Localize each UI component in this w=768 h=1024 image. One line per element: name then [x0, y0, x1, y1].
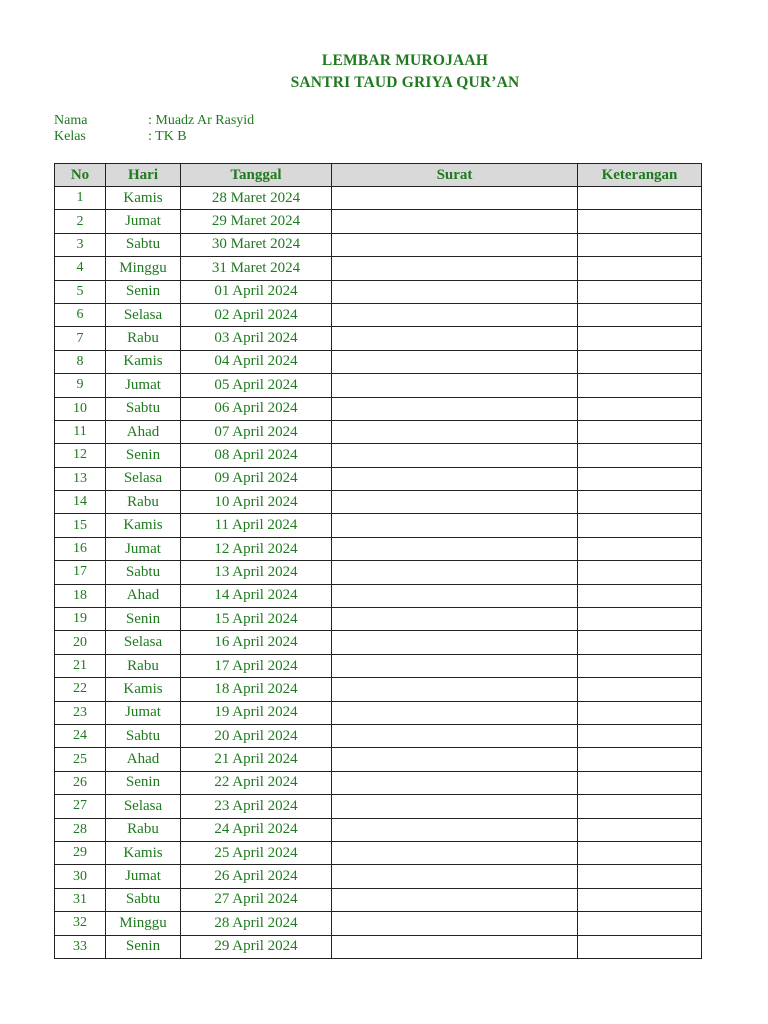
cell-no: 13: [55, 467, 106, 490]
cell-surat: [332, 748, 578, 771]
cell-surat: [332, 327, 578, 350]
cell-surat: [332, 210, 578, 233]
cell-no: 19: [55, 608, 106, 631]
cell-tanggal: 23 April 2024: [181, 795, 332, 818]
table-row: [55, 537, 702, 560]
cell-surat: [332, 444, 578, 467]
cell-tanggal: 17 April 2024: [181, 654, 332, 677]
cell-no: 12: [55, 444, 106, 467]
cell-surat: [332, 888, 578, 911]
cell-tanggal: 14 April 2024: [181, 584, 332, 607]
column-header-keterangan: Keterangan: [578, 164, 702, 187]
cell-keterangan: [578, 537, 702, 560]
cell-no: 33: [55, 935, 106, 958]
cell-no: 4: [55, 257, 106, 280]
cell-tanggal: 27 April 2024: [181, 888, 332, 911]
cell-no: 20: [55, 631, 106, 654]
cell-tanggal: 06 April 2024: [181, 397, 332, 420]
cell-no: 16: [55, 537, 106, 560]
nama-label: Nama: [54, 113, 88, 128]
cell-tanggal: 28 April 2024: [181, 912, 332, 935]
cell-no: 6: [55, 303, 106, 326]
cell-keterangan: [578, 865, 702, 888]
table-row: [55, 584, 702, 607]
table-row: [55, 210, 702, 233]
cell-keterangan: [578, 631, 702, 654]
cell-tanggal: 07 April 2024: [181, 420, 332, 443]
table-row: [55, 327, 702, 350]
cell-no: 23: [55, 701, 106, 724]
column-header-hari: Hari: [106, 164, 181, 187]
cell-tanggal: 19 April 2024: [181, 701, 332, 724]
cell-surat: [332, 350, 578, 373]
cell-keterangan: [578, 724, 702, 747]
cell-surat: [332, 724, 578, 747]
column-header-surat: Surat: [332, 164, 578, 187]
cell-no: 17: [55, 561, 106, 584]
table-row: [55, 748, 702, 771]
cell-hari: Ahad: [106, 584, 181, 607]
cell-hari: Rabu: [106, 818, 181, 841]
cell-hari: Ahad: [106, 748, 181, 771]
cell-hari: Senin: [106, 280, 181, 303]
cell-hari: Jumat: [106, 210, 181, 233]
cell-hari: Selasa: [106, 795, 181, 818]
cell-no: 18: [55, 584, 106, 607]
cell-keterangan: [578, 912, 702, 935]
table-row: [55, 233, 702, 256]
cell-keterangan: [578, 584, 702, 607]
cell-no: 7: [55, 327, 106, 350]
cell-tanggal: 21 April 2024: [181, 748, 332, 771]
cell-surat: [332, 771, 578, 794]
cell-surat: [332, 701, 578, 724]
cell-tanggal: 10 April 2024: [181, 491, 332, 514]
cell-tanggal: 04 April 2024: [181, 350, 332, 373]
table-row: [55, 350, 702, 373]
cell-hari: Rabu: [106, 327, 181, 350]
kelas-label: Kelas: [54, 129, 86, 144]
table-row: [55, 187, 702, 210]
cell-hari: Selasa: [106, 303, 181, 326]
cell-hari: Senin: [106, 608, 181, 631]
cell-no: 28: [55, 818, 106, 841]
cell-hari: Sabtu: [106, 724, 181, 747]
cell-surat: [332, 280, 578, 303]
table-row: [55, 280, 702, 303]
cell-hari: Ahad: [106, 420, 181, 443]
table-row: [55, 397, 702, 420]
cell-keterangan: [578, 303, 702, 326]
nama-value: : Muadz Ar Rasyid: [148, 113, 255, 128]
cell-hari: Sabtu: [106, 233, 181, 256]
cell-tanggal: 20 April 2024: [181, 724, 332, 747]
cell-surat: [332, 912, 578, 935]
cell-surat: [332, 865, 578, 888]
cell-keterangan: [578, 561, 702, 584]
cell-tanggal: 11 April 2024: [181, 514, 332, 537]
cell-keterangan: [578, 608, 702, 631]
cell-surat: [332, 561, 578, 584]
cell-keterangan: [578, 420, 702, 443]
cell-surat: [332, 537, 578, 560]
cell-no: 31: [55, 888, 106, 911]
cell-keterangan: [578, 748, 702, 771]
cell-tanggal: 31 Maret 2024: [181, 257, 332, 280]
cell-keterangan: [578, 397, 702, 420]
cell-surat: [332, 187, 578, 210]
cell-hari: Selasa: [106, 467, 181, 490]
cell-surat: [332, 303, 578, 326]
cell-tanggal: 03 April 2024: [181, 327, 332, 350]
cell-no: 9: [55, 374, 106, 397]
cell-tanggal: 26 April 2024: [181, 865, 332, 888]
cell-no: 5: [55, 280, 106, 303]
cell-tanggal: 25 April 2024: [181, 841, 332, 864]
table-row: [55, 795, 702, 818]
cell-keterangan: [578, 818, 702, 841]
cell-keterangan: [578, 935, 702, 958]
cell-hari: Kamis: [106, 187, 181, 210]
table-header-row: [55, 164, 702, 187]
cell-surat: [332, 678, 578, 701]
table-row: [55, 724, 702, 747]
column-header-tanggal: Tanggal: [181, 164, 332, 187]
cell-surat: [332, 584, 578, 607]
cell-hari: Kamis: [106, 514, 181, 537]
cell-tanggal: 01 April 2024: [181, 280, 332, 303]
cell-keterangan: [578, 257, 702, 280]
cell-keterangan: [578, 280, 702, 303]
cell-hari: Kamis: [106, 678, 181, 701]
table-row: [55, 303, 702, 326]
cell-keterangan: [578, 795, 702, 818]
column-header-no: No: [55, 164, 106, 187]
cell-no: 24: [55, 724, 106, 747]
cell-no: 29: [55, 841, 106, 864]
cell-tanggal: 22 April 2024: [181, 771, 332, 794]
cell-no: 11: [55, 420, 106, 443]
document-title: LEMBAR MUROJAAH: [321, 52, 489, 69]
cell-tanggal: 29 Maret 2024: [181, 210, 332, 233]
cell-hari: Minggu: [106, 257, 181, 280]
cell-no: 2: [55, 210, 106, 233]
table-row: [55, 654, 702, 677]
cell-keterangan: [578, 654, 702, 677]
cell-keterangan: [578, 350, 702, 373]
table-body: [55, 187, 702, 959]
cell-surat: [332, 491, 578, 514]
cell-surat: [332, 233, 578, 256]
cell-no: 8: [55, 350, 106, 373]
table-row: [55, 935, 702, 958]
cell-tanggal: 12 April 2024: [181, 537, 332, 560]
cell-tanggal: 15 April 2024: [181, 608, 332, 631]
cell-tanggal: 24 April 2024: [181, 818, 332, 841]
cell-no: 21: [55, 654, 106, 677]
cell-no: 26: [55, 771, 106, 794]
cell-keterangan: [578, 327, 702, 350]
table-row: [55, 841, 702, 864]
cell-keterangan: [578, 374, 702, 397]
cell-surat: [332, 257, 578, 280]
table-row: [55, 771, 702, 794]
table-row: [55, 561, 702, 584]
cell-tanggal: 13 April 2024: [181, 561, 332, 584]
cell-keterangan: [578, 888, 702, 911]
cell-tanggal: 30 Maret 2024: [181, 233, 332, 256]
cell-no: 30: [55, 865, 106, 888]
cell-keterangan: [578, 210, 702, 233]
cell-surat: [332, 841, 578, 864]
cell-hari: Rabu: [106, 654, 181, 677]
cell-no: 10: [55, 397, 106, 420]
cell-no: 15: [55, 514, 106, 537]
cell-tanggal: 09 April 2024: [181, 467, 332, 490]
cell-tanggal: 16 April 2024: [181, 631, 332, 654]
cell-hari: Jumat: [106, 374, 181, 397]
cell-hari: Kamis: [106, 841, 181, 864]
table-row: [55, 678, 702, 701]
table-row: [55, 631, 702, 654]
cell-keterangan: [578, 841, 702, 864]
cell-keterangan: [578, 187, 702, 210]
cell-keterangan: [578, 678, 702, 701]
cell-hari: Sabtu: [106, 397, 181, 420]
cell-surat: [332, 467, 578, 490]
cell-hari: Senin: [106, 771, 181, 794]
cell-hari: Sabtu: [106, 888, 181, 911]
cell-no: 1: [55, 187, 106, 210]
table-row: [55, 444, 702, 467]
cell-tanggal: 02 April 2024: [181, 303, 332, 326]
cell-surat: [332, 631, 578, 654]
cell-hari: Rabu: [106, 491, 181, 514]
cell-no: 14: [55, 491, 106, 514]
cell-hari: Jumat: [106, 537, 181, 560]
cell-keterangan: [578, 491, 702, 514]
table-row: [55, 257, 702, 280]
table-row: [55, 514, 702, 537]
table-row: [55, 374, 702, 397]
table-row: [55, 491, 702, 514]
cell-surat: [332, 514, 578, 537]
cell-no: 32: [55, 912, 106, 935]
cell-hari: Jumat: [106, 701, 181, 724]
cell-tanggal: 05 April 2024: [181, 374, 332, 397]
cell-surat: [332, 608, 578, 631]
cell-keterangan: [578, 514, 702, 537]
document-subtitle: SANTRI TAUD GRIYA QUR’AN: [290, 74, 520, 91]
cell-surat: [332, 654, 578, 677]
cell-tanggal: 18 April 2024: [181, 678, 332, 701]
table-row: [55, 818, 702, 841]
table-row: [55, 467, 702, 490]
table-row: [55, 701, 702, 724]
cell-hari: Senin: [106, 444, 181, 467]
cell-surat: [332, 420, 578, 443]
cell-surat: [332, 374, 578, 397]
cell-keterangan: [578, 467, 702, 490]
cell-no: 3: [55, 233, 106, 256]
cell-keterangan: [578, 701, 702, 724]
info-nama: [54, 113, 254, 129]
cell-tanggal: 28 Maret 2024: [181, 187, 332, 210]
info-kelas: [54, 129, 187, 145]
cell-hari: Selasa: [106, 631, 181, 654]
table-row: [55, 420, 702, 443]
cell-surat: [332, 818, 578, 841]
cell-no: 22: [55, 678, 106, 701]
table-row: [55, 888, 702, 911]
cell-surat: [332, 397, 578, 420]
cell-keterangan: [578, 771, 702, 794]
table-row: [55, 865, 702, 888]
table-row: [55, 608, 702, 631]
cell-hari: Kamis: [106, 350, 181, 373]
cell-tanggal: 08 April 2024: [181, 444, 332, 467]
cell-hari: Minggu: [106, 912, 181, 935]
cell-keterangan: [578, 444, 702, 467]
cell-tanggal: 29 April 2024: [181, 935, 332, 958]
cell-surat: [332, 795, 578, 818]
kelas-value: : TK B: [148, 129, 187, 144]
cell-surat: [332, 935, 578, 958]
cell-no: 25: [55, 748, 106, 771]
cell-no: 27: [55, 795, 106, 818]
table-row: [55, 912, 702, 935]
cell-hari: Senin: [106, 935, 181, 958]
murojaah-table: [54, 163, 702, 959]
cell-hari: Sabtu: [106, 561, 181, 584]
cell-hari: Jumat: [106, 865, 181, 888]
cell-keterangan: [578, 233, 702, 256]
